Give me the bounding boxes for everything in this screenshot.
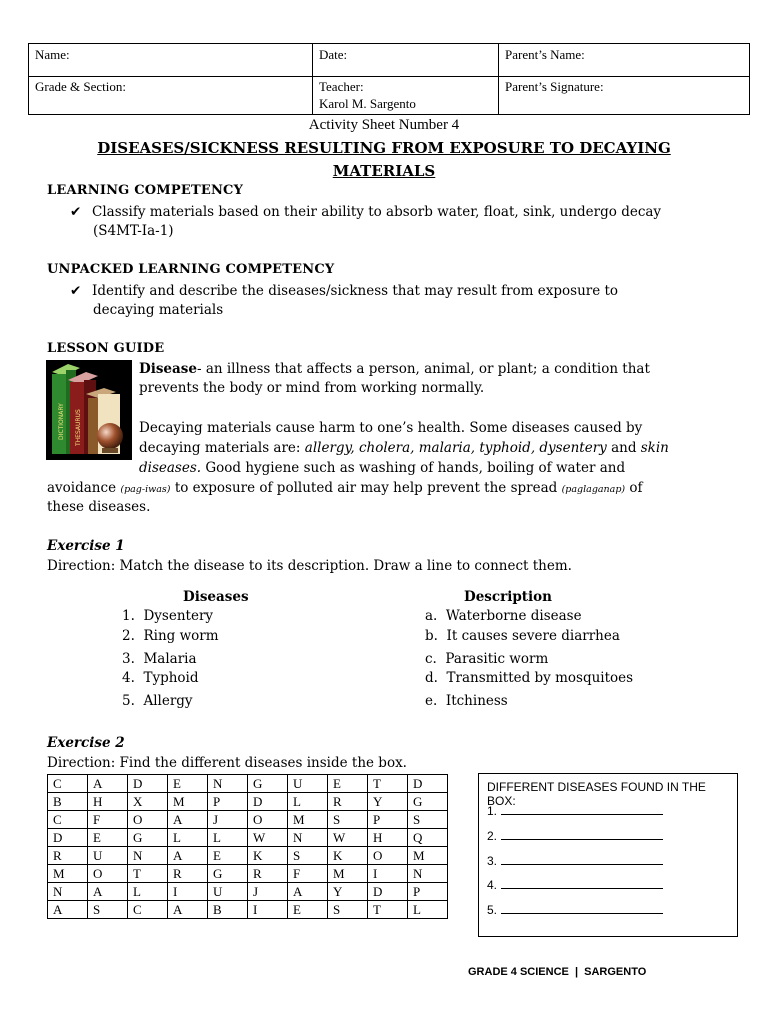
grid-letter[interactable]: L: [408, 901, 448, 919]
grid-letter[interactable]: N: [48, 883, 88, 901]
books-icon: [46, 360, 132, 460]
answer-box-title: DIFFERENT DISEASES FOUND IN THE BOX:: [487, 780, 706, 808]
grid-letter[interactable]: Q: [408, 829, 448, 847]
description-column-header: Description: [464, 589, 552, 605]
grid-letter[interactable]: P: [408, 883, 448, 901]
disease-item[interactable]: 5. Allergy: [122, 693, 193, 709]
grid-letter[interactable]: M: [288, 811, 328, 829]
grid-row: [48, 793, 448, 811]
grid-letter[interactable]: G: [408, 793, 448, 811]
grid-letter[interactable]: S: [328, 811, 368, 829]
grid-letter[interactable]: K: [328, 847, 368, 865]
grid-letter[interactable]: G: [248, 775, 288, 793]
book-spine-dictionary: DICTIONARY: [58, 403, 65, 440]
disease-definition-cont: prevents the body or mind from working normally.: [139, 380, 485, 396]
name-field[interactable]: Name:: [35, 47, 70, 62]
grid-letter[interactable]: E: [88, 829, 128, 847]
grid-letter[interactable]: T: [128, 865, 168, 883]
grid-letter[interactable]: D: [48, 829, 88, 847]
grid-letter[interactable]: E: [208, 847, 248, 865]
disease-term: Disease: [139, 361, 197, 377]
description-item[interactable]: e. Itchiness: [425, 693, 508, 709]
grid-letter[interactable]: Y: [368, 793, 408, 811]
grid-letter[interactable]: L: [168, 829, 208, 847]
parent-name-field[interactable]: Parent’s Name:: [505, 47, 585, 62]
grid-letter[interactable]: M: [328, 865, 368, 883]
description-item[interactable]: c. Parasitic worm: [425, 651, 549, 667]
checkmark-icon: ✔: [70, 283, 82, 299]
disease-item[interactable]: 4. Typhoid: [122, 670, 199, 686]
grid-letter[interactable]: O: [128, 811, 168, 829]
grid-letter[interactable]: A: [168, 811, 208, 829]
grid-letter[interactable]: D: [408, 775, 448, 793]
disease-item[interactable]: 1. Dysentery: [122, 608, 214, 624]
footer: GRADE 4 SCIENCE | SARGENTO: [468, 966, 647, 978]
disease-definition: Disease- an illness that affects a person, animal, or plant; a condition that: [139, 361, 650, 377]
grid-letter[interactable]: M: [168, 793, 208, 811]
grid-letter[interactable]: M: [408, 847, 448, 865]
word-search-grid: [47, 774, 448, 919]
answer-line-1[interactable]: 1.: [487, 804, 663, 818]
grid-letter[interactable]: U: [288, 775, 328, 793]
learning-competency-heading: LEARNING COMPETENCY: [47, 183, 244, 198]
unpacked-competency-heading: UNPACKED LEARNING COMPETENCY: [47, 262, 335, 277]
grid-letter[interactable]: F: [88, 811, 128, 829]
grid-letter[interactable]: F: [288, 865, 328, 883]
grid-letter[interactable]: D: [368, 883, 408, 901]
grid-letter[interactable]: O: [248, 811, 288, 829]
grid-letter[interactable]: N: [208, 775, 248, 793]
grid-letter[interactable]: C: [128, 901, 168, 919]
grid-letter[interactable]: B: [48, 793, 88, 811]
grid-letter[interactable]: B: [208, 901, 248, 919]
grid-letter[interactable]: O: [88, 865, 128, 883]
grid-row: [48, 883, 448, 901]
grid-row: [48, 901, 448, 919]
grid-letter[interactable]: R: [168, 865, 208, 883]
grid-letter[interactable]: A: [88, 775, 128, 793]
grid-letter[interactable]: A: [288, 883, 328, 901]
paragraph-line: diseases. Good hygiene such as washing of hands, boiling of water and: [139, 460, 626, 476]
teacher-label: Teacher:: [319, 79, 364, 94]
grid-letter[interactable]: R: [328, 793, 368, 811]
checkmark-icon: ✔: [70, 204, 82, 220]
page-title-line1: DISEASES/SICKNESS RESULTING FROM EXPOSURE TO DECAYING: [97, 139, 671, 157]
answer-line-2[interactable]: 2.: [487, 829, 663, 843]
description-item[interactable]: d. Transmitted by mosquitoes: [425, 670, 634, 686]
grid-letter[interactable]: W: [328, 829, 368, 847]
exercise1-title: Exercise 1: [47, 538, 125, 554]
diseases-column-header: Diseases: [183, 589, 249, 605]
exercise2-title: Exercise 2: [47, 735, 125, 751]
grid-row: [48, 775, 448, 793]
grid-row: [48, 811, 448, 829]
teacher-name: Karol M. Sargento: [319, 96, 416, 111]
grid-letter[interactable]: J: [248, 883, 288, 901]
grid-letter[interactable]: I: [168, 883, 208, 901]
exercise2-direction: Direction: Find the different diseases inside the box.: [47, 755, 407, 771]
activity-number: Activity Sheet Number 4: [308, 117, 460, 133]
grid-letter[interactable]: U: [208, 883, 248, 901]
grid-letter[interactable]: N: [408, 865, 448, 883]
grid-letter[interactable]: S: [88, 901, 128, 919]
grid-letter[interactable]: T: [368, 901, 408, 919]
grid-letter[interactable]: R: [48, 847, 88, 865]
grid-letter[interactable]: T: [368, 775, 408, 793]
grid-letter[interactable]: A: [168, 847, 208, 865]
grid-letter[interactable]: S: [328, 901, 368, 919]
answer-line-4[interactable]: 4.: [487, 878, 663, 892]
description-item[interactable]: a. Waterborne disease: [425, 608, 582, 624]
book-spine-thesaurus: THESAURUS: [75, 409, 82, 446]
grid-letter[interactable]: W: [248, 829, 288, 847]
unpacked-competency-item-cont: decaying materials: [93, 302, 224, 318]
grid-row: [48, 829, 448, 847]
grid-letter[interactable]: P: [208, 793, 248, 811]
grid-letter[interactable]: P: [368, 811, 408, 829]
grid-letter[interactable]: J: [208, 811, 248, 829]
grade-section-field[interactable]: Grade & Section:: [35, 79, 126, 94]
grid-letter[interactable]: E: [328, 775, 368, 793]
gloss-paglaganap: (paglaganap): [561, 484, 626, 495]
grid-letter[interactable]: U: [88, 847, 128, 865]
grid-letter[interactable]: G: [128, 829, 168, 847]
student-info-table: [28, 43, 750, 115]
disease-item[interactable]: 2. Ring worm: [122, 628, 219, 644]
grid-letter[interactable]: H: [88, 793, 128, 811]
exercise1-direction: Direction: Match the disease to its description. Draw a line to connect them.: [47, 558, 572, 574]
page-title-line2: MATERIALS: [332, 162, 436, 180]
grid-letter[interactable]: R: [248, 865, 288, 883]
grid-letter[interactable]: X: [128, 793, 168, 811]
grid-letter[interactable]: H: [368, 829, 408, 847]
grid-letter[interactable]: S: [408, 811, 448, 829]
grid-letter[interactable]: N: [128, 847, 168, 865]
grid-letter[interactable]: N: [288, 829, 328, 847]
disease-item[interactable]: 3. Malaria: [122, 651, 197, 667]
grid-letter[interactable]: K: [248, 847, 288, 865]
gloss-pag-iwas: (pag-iwas): [120, 484, 171, 495]
paragraph-line: Decaying materials cause harm to one’s health. Some diseases caused by: [139, 420, 643, 436]
lesson-guide-heading: LESSON GUIDE: [47, 341, 165, 356]
grid-letter[interactable]: L: [208, 829, 248, 847]
grid-letter[interactable]: A: [168, 901, 208, 919]
grid-letter[interactable]: Y: [328, 883, 368, 901]
grid-letter[interactable]: E: [168, 775, 208, 793]
grid-letter[interactable]: I: [368, 865, 408, 883]
grid-letter[interactable]: A: [48, 901, 88, 919]
learning-competency-item: ✔ Classify materials based on their ability to absorb water, float, sink, undergo decay: [70, 204, 662, 220]
answer-box: [478, 773, 738, 937]
grid-letter[interactable]: L: [288, 793, 328, 811]
grid-letter[interactable]: C: [48, 811, 88, 829]
grid-letter[interactable]: D: [128, 775, 168, 793]
grid-row: [48, 865, 448, 883]
grid-letter[interactable]: M: [48, 865, 88, 883]
grid-letter[interactable]: O: [368, 847, 408, 865]
grid-letter[interactable]: C: [48, 775, 88, 793]
grid-letter[interactable]: S: [288, 847, 328, 865]
grid-letter[interactable]: G: [208, 865, 248, 883]
answer-line-3[interactable]: 3.: [487, 854, 663, 868]
grid-letter[interactable]: I: [248, 901, 288, 919]
paragraph-line: these diseases.: [47, 499, 151, 515]
grid-row: [48, 847, 448, 865]
learning-competency-code: (S4MT-Ia-1): [93, 223, 174, 239]
grid-letter[interactable]: L: [128, 883, 168, 901]
date-field[interactable]: Date:: [319, 47, 348, 62]
paragraph-line: decaying materials are: allergy, cholera, malaria, typhoid, dysentery and skin: [139, 440, 669, 456]
grid-letter[interactable]: E: [288, 901, 328, 919]
paragraph-line: avoidance (pag-iwas) to exposure of polluted air may help prevent the spread (paglaganap) of: [47, 480, 643, 496]
grid-letter[interactable]: A: [88, 883, 128, 901]
parent-signature-field[interactable]: Parent’s Signature:: [505, 79, 604, 94]
description-item[interactable]: b. It causes severe diarrhea: [425, 628, 620, 644]
unpacked-competency-item: ✔ Identify and describe the diseases/sickness that may result from exposure to: [70, 283, 619, 299]
answer-line-5[interactable]: 5.: [487, 903, 663, 917]
grid-letter[interactable]: D: [248, 793, 288, 811]
